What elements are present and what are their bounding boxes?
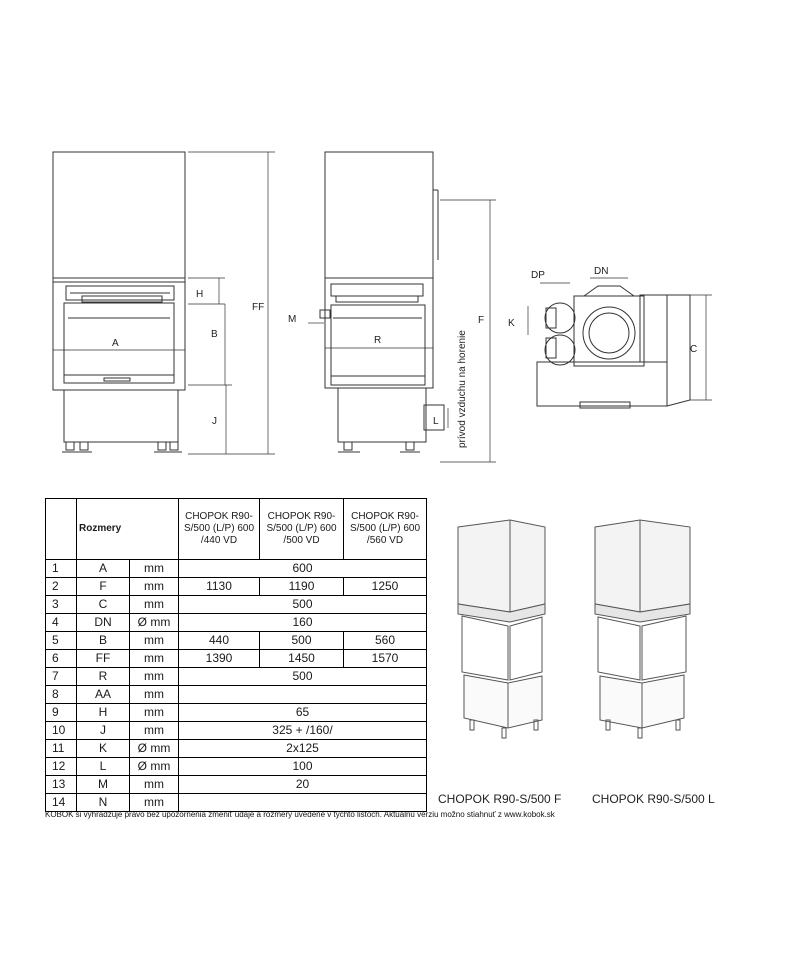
row-unit: mm	[130, 632, 179, 650]
row-number: 3	[46, 596, 77, 614]
header-blank	[46, 499, 77, 560]
row-symbol: N	[77, 794, 130, 812]
row-unit: Ø mm	[130, 614, 179, 632]
row-unit: mm	[130, 578, 179, 596]
row-value: 1190	[260, 578, 344, 596]
row-number: 5	[46, 632, 77, 650]
row-value: 1450	[260, 650, 344, 668]
row-value: 65	[179, 704, 427, 722]
row-symbol: FF	[77, 650, 130, 668]
table-row	[46, 686, 427, 704]
table-row	[46, 758, 427, 776]
side-view	[320, 152, 444, 452]
row-number: 11	[46, 740, 77, 758]
column-header-440: CHOPOK R90-S/500 (L/P) 600 /440 VD	[179, 499, 260, 560]
dimensions-table	[45, 498, 427, 812]
row-symbol: C	[77, 596, 130, 614]
row-number: 14	[46, 794, 77, 812]
row-value: 1570	[344, 650, 427, 668]
table-row	[46, 722, 427, 740]
label-k: K	[508, 318, 515, 329]
row-value: 1390	[179, 650, 260, 668]
label-h: H	[196, 289, 204, 300]
row-number: 4	[46, 614, 77, 632]
row-number: 10	[46, 722, 77, 740]
row-symbol: F	[77, 578, 130, 596]
footnote: KOBOK si vyhradzuje právo bez upozornenia zmeniť údaje a rozmery uvedené v týchto listoch. Aktuálnu verziu možno stiahnuť z www.kobok.sk	[45, 810, 555, 819]
row-number: 7	[46, 668, 77, 686]
label-j: J	[212, 416, 217, 427]
row-symbol: M	[77, 776, 130, 794]
row-value: 20	[179, 776, 427, 794]
row-value: 1250	[344, 578, 427, 596]
row-unit: mm	[130, 776, 179, 794]
table-row	[46, 776, 427, 794]
row-symbol: A	[77, 560, 130, 578]
row-unit: mm	[130, 668, 179, 686]
label-c: C	[690, 344, 698, 355]
column-header-560: CHOPOK R90-S/500 (L/P) 600 /560 VD	[344, 499, 427, 560]
row-value	[179, 794, 427, 812]
label-air-inlet: prívod vzduchu na horenie	[457, 330, 468, 448]
row-value: 500	[179, 596, 427, 614]
row-symbol: K	[77, 740, 130, 758]
row-value: 325 + /160/	[179, 722, 427, 740]
row-symbol: B	[77, 632, 130, 650]
table-header-row	[46, 499, 427, 560]
row-value: 500	[260, 632, 344, 650]
table-title: Rozmery	[77, 499, 179, 560]
table-row	[46, 614, 427, 632]
row-symbol: J	[77, 722, 130, 740]
row-symbol: AA	[77, 686, 130, 704]
table-row	[46, 632, 427, 650]
row-number: 2	[46, 578, 77, 596]
table-row	[46, 650, 427, 668]
row-value	[179, 686, 427, 704]
table-row	[46, 794, 427, 812]
row-unit: mm	[130, 650, 179, 668]
caption-left: CHOPOK R90-S/500 F	[438, 792, 562, 806]
table-row	[46, 704, 427, 722]
row-number: 8	[46, 686, 77, 704]
label-l: L	[433, 416, 439, 427]
row-symbol: H	[77, 704, 130, 722]
row-number: 1	[46, 560, 77, 578]
label-f: F	[478, 315, 485, 326]
row-symbol: DN	[77, 614, 130, 632]
table-row	[46, 596, 427, 614]
render-right	[595, 520, 690, 738]
row-unit: mm	[130, 596, 179, 614]
label-b: B	[211, 329, 218, 340]
label-ff: FF	[252, 302, 265, 313]
row-unit: Ø mm	[130, 758, 179, 776]
caption-right: CHOPOK R90-S/500 L	[592, 792, 715, 806]
row-unit: mm	[130, 560, 179, 578]
row-unit: mm	[130, 794, 179, 812]
row-value: 160	[179, 614, 427, 632]
row-unit: Ø mm	[130, 740, 179, 758]
row-value: 560	[344, 632, 427, 650]
table-row	[46, 740, 427, 758]
row-number: 12	[46, 758, 77, 776]
row-unit: mm	[130, 704, 179, 722]
row-symbol: R	[77, 668, 130, 686]
row-value: 2x125	[179, 740, 427, 758]
column-header-500: CHOPOK R90-S/500 (L/P) 600 /500 VD	[260, 499, 344, 560]
front-view	[53, 152, 185, 452]
label-a: A	[112, 338, 119, 349]
label-dp: DP	[531, 270, 545, 281]
label-m: M	[288, 314, 297, 325]
top-view	[537, 286, 690, 408]
label-r: R	[374, 335, 382, 346]
table-row	[46, 560, 427, 578]
row-symbol: L	[77, 758, 130, 776]
row-number: 6	[46, 650, 77, 668]
row-unit: mm	[130, 722, 179, 740]
row-number: 13	[46, 776, 77, 794]
label-dn: DN	[594, 266, 609, 277]
row-value: 440	[179, 632, 260, 650]
row-value: 100	[179, 758, 427, 776]
row-unit: mm	[130, 686, 179, 704]
render-left	[458, 520, 545, 738]
row-value: 500	[179, 668, 427, 686]
row-value: 1130	[179, 578, 260, 596]
table-row	[46, 578, 427, 596]
table-row	[46, 668, 427, 686]
row-value: 600	[179, 560, 427, 578]
row-number: 9	[46, 704, 77, 722]
